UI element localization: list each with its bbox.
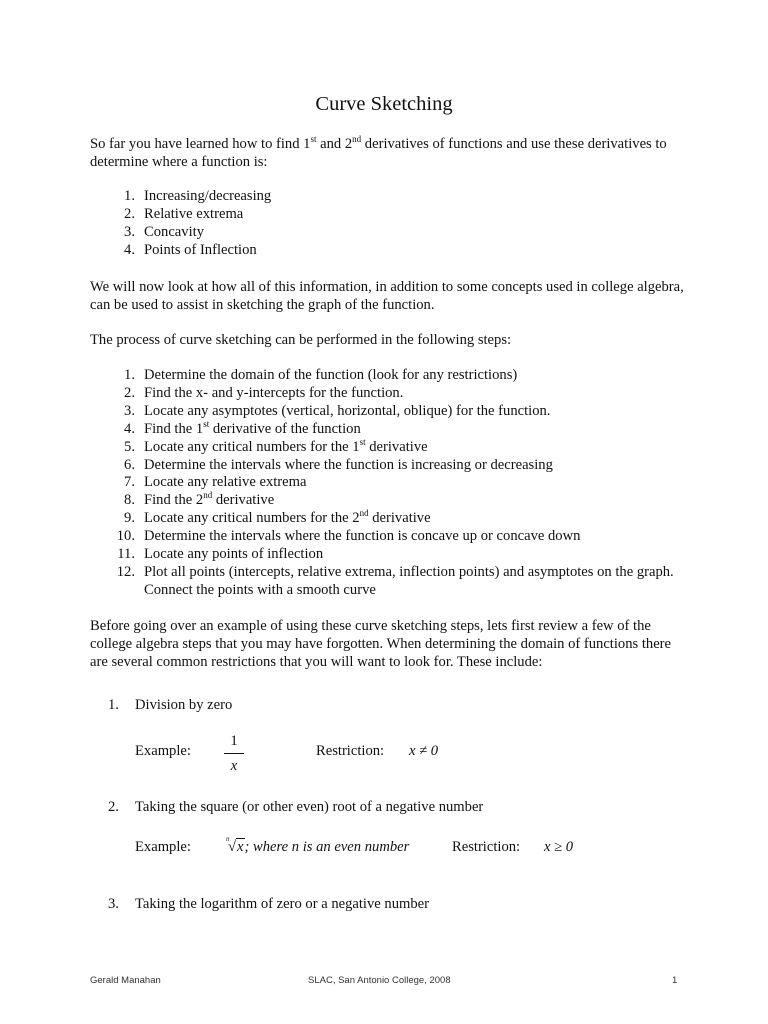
restriction-2-number: 2. bbox=[108, 799, 119, 815]
restriction-label: Restriction: bbox=[316, 743, 385, 759]
list-item: 4. Find the 1st derivative of the function bbox=[124, 418, 361, 437]
root-expression: n √x; where n is an even number bbox=[226, 835, 410, 855]
list-item: 3. Locate any asymptotes (vertical, horizontal, oblique) for the function. bbox=[124, 402, 551, 419]
list-item: 9. Locate any critical numbers for the 2nd derivative bbox=[124, 508, 431, 527]
list-item: 5. Locate any critical numbers for the 1st derivative bbox=[124, 436, 428, 455]
radical: n √x bbox=[226, 835, 244, 855]
restriction-label: Restriction: bbox=[452, 839, 521, 855]
restriction-1-text: Division by zero bbox=[135, 697, 233, 713]
restriction-value: x ≠ 0 bbox=[409, 743, 439, 759]
steps-list bbox=[90, 367, 680, 600]
restriction-3-number: 3. bbox=[108, 896, 119, 912]
list-item: 1. Determine the domain of the function (look for any restrictions) bbox=[124, 367, 518, 383]
list-item: 4. Points of Inflection bbox=[124, 241, 257, 258]
restrictions-paragraph: Before going over an example of using these curve sketching steps, lets first review a few of the college algebra steps that you may have forgotten. When determining the domain of functions there are several common restrictions that you will want to look for. These include: bbox=[90, 618, 672, 670]
list-item: 3. Concavity bbox=[124, 223, 204, 240]
overview-paragraph: We will now look at how all of this information, in addition to some concepts used in college algebra, can be used to assist in sketching the graph of the function. bbox=[90, 279, 684, 313]
restriction-value: x ≥ 0 bbox=[544, 839, 574, 855]
page-title: Curve Sketching bbox=[315, 93, 453, 115]
fraction-one-over-x: 1 x bbox=[224, 733, 244, 775]
footer-page-number: 1 bbox=[672, 975, 678, 986]
list-item: 2. Relative extrema bbox=[124, 205, 244, 222]
list-item: 10. Determine the intervals where the function is concave up or concave down bbox=[116, 528, 581, 545]
list-item: 6. Determine the intervals where the function is increasing or decreasing bbox=[124, 456, 553, 473]
intro-paragraph: So far you have learned how to find 1st and 2nd derivatives of functions and use these derivatives to determine where a function is: bbox=[90, 134, 667, 170]
list-item: 2. Find the x- and y-intercepts for the function. bbox=[124, 384, 404, 401]
property-list bbox=[90, 188, 680, 260]
example-label: Example: bbox=[135, 839, 191, 855]
footer-center: SLAC, San Antonio College, 2008 bbox=[308, 975, 451, 986]
list-item: 12. Plot all points (intercepts, relative extrema, inflection points) and asymptotes on the graph. Connect the points with a smooth curve bbox=[116, 563, 674, 598]
fraction-bar bbox=[224, 753, 244, 754]
list-item: 7. Locate any relative extrema bbox=[124, 474, 307, 491]
restriction-3-text: Taking the logarithm of zero or a negative number bbox=[135, 896, 429, 912]
list-item: 8. Find the 2nd derivative bbox=[124, 490, 275, 509]
example-label: Example: bbox=[135, 743, 191, 759]
list-item: 11. Locate any points of inflection bbox=[117, 546, 324, 563]
restriction-2-text: Taking the square (or other even) root of a negative number bbox=[135, 799, 484, 815]
footer-author: Gerald Manahan bbox=[90, 975, 161, 986]
process-paragraph: The process of curve sketching can be performed in the following steps: bbox=[90, 332, 512, 348]
list-item: 1. Increasing/decreasing bbox=[124, 188, 272, 204]
restriction-1-number: 1. bbox=[108, 697, 119, 713]
